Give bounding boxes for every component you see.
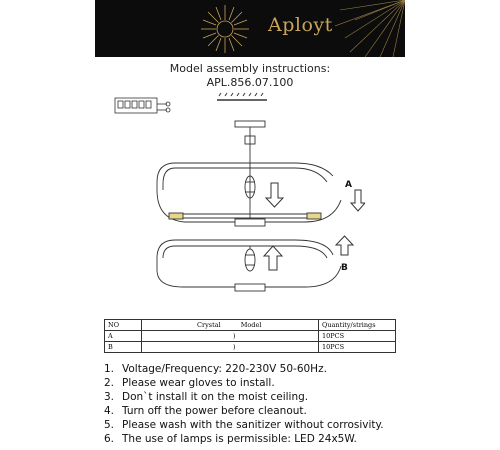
list-item: 4. Turn off the power before cleanout. bbox=[104, 405, 307, 417]
header-quantity: Quantity/strings bbox=[319, 320, 396, 331]
table-header-row bbox=[105, 320, 396, 331]
label-b: B bbox=[341, 263, 348, 273]
row-no: A bbox=[105, 331, 142, 342]
assembly-diagram bbox=[95, 90, 365, 315]
chandelier-icon bbox=[157, 121, 341, 291]
list-item: 3. Don`t install it on the moist ceiling. bbox=[104, 391, 309, 403]
crystal-model-icon: ) bbox=[233, 332, 236, 340]
row-qty: 10PCS bbox=[319, 342, 396, 353]
parts-table bbox=[104, 319, 396, 353]
list-item: 5. Please wash with the sanitizer without corrosivity. bbox=[104, 419, 384, 431]
row-qty: 10PCS bbox=[319, 331, 396, 342]
brand-banner bbox=[95, 0, 405, 57]
decorative-rays bbox=[335, 0, 405, 57]
crystal-model-icon: ) bbox=[233, 343, 236, 351]
sun-logo-icon bbox=[199, 3, 251, 55]
table-row bbox=[105, 342, 396, 353]
ceiling-mount-icon bbox=[217, 93, 267, 100]
label-a: A bbox=[345, 180, 352, 190]
header-crystal: Crystal bbox=[197, 321, 221, 329]
header-no: NO bbox=[105, 320, 142, 331]
row-no: B bbox=[105, 342, 142, 353]
header-model: Model bbox=[240, 321, 262, 329]
list-item: 6. The use of lamps is permissible: LED 24x5W. bbox=[104, 433, 357, 445]
model-number: APL.856.07.100 bbox=[206, 76, 294, 89]
list-item: 1. Voltage/Frequency: 220-230V 50-60Hz. bbox=[104, 363, 327, 375]
table-row bbox=[105, 331, 396, 342]
brand-name: Aployt bbox=[268, 14, 333, 36]
list-item: 2. Please wear gloves to install. bbox=[104, 377, 275, 389]
driver-box-icon bbox=[115, 98, 170, 113]
assembly-title: Model assembly instructions: bbox=[169, 62, 331, 75]
instruction-list bbox=[104, 362, 384, 446]
